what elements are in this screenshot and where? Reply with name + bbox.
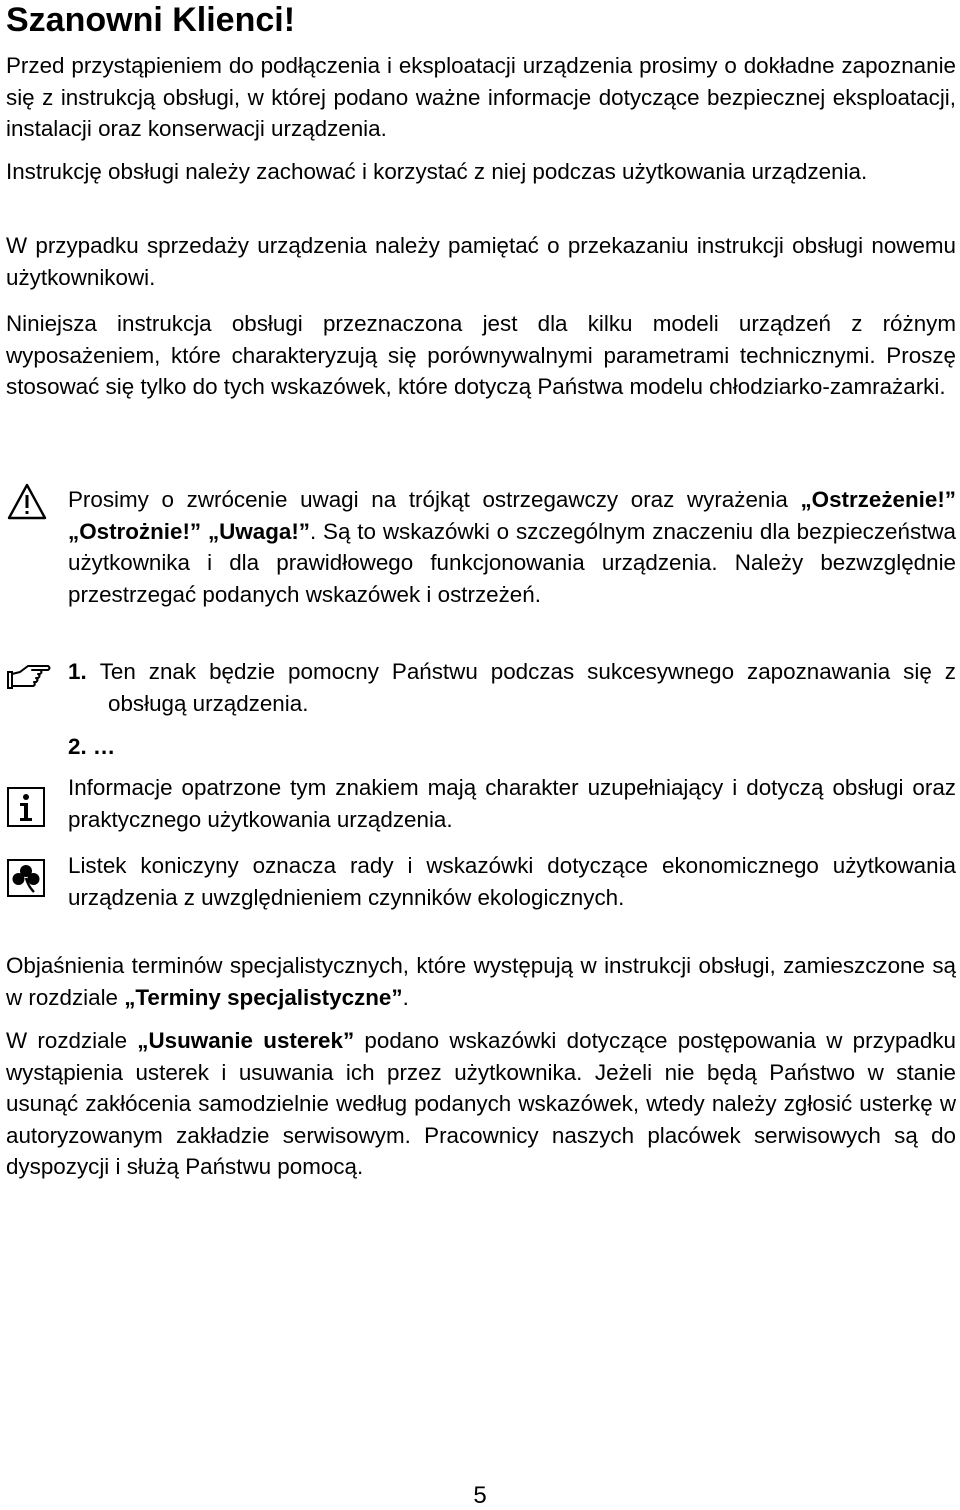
- intro-paragraph: Przed przystąpieniem do podłączenia i eksploatacji urządzenia prosimy o dokładne zapoznanie się z instrukcją obsługi, w której podano ważne informacje dotyczące bezpiecznej eksploatacji, instalacji oraz konserwacji urządzenia.: [6, 53, 956, 141]
- term-uwaga: „Uwaga!”: [207, 518, 310, 544]
- step-1-number: 1.: [68, 659, 87, 684]
- term-ostrzezenie: „Ostrzeżenie!”: [800, 487, 956, 512]
- warning-triangle-icon: [6, 482, 48, 527]
- keep-manual-paragraph: Instrukcję obsługi należy zachować i korzystać z niej podczas użytkowania urządzenia.: [6, 159, 868, 184]
- eco-notice: Listek koniczyny oznacza rady i wskazówki dotyczące ekonomicznego użytkowania urządzenia z uwzględnieniem czynników ekologicznych.: [68, 853, 956, 910]
- troubleshoot-tail: podano wskazówki dotyczące postępowania w przypadku wystąpienia usterek i usuwania ich przez użytkownika. Jeżeli nie będą Państwo w stanie usunąć zakłócenia samodzielnie według podanych wskazówek, wtedy należy zgłosić usterkę w autoryzowanym zakładzie serwisowym. Pracownicy naszych placówek serwisowych są do dyspozycji i służą Państwu pomocą.: [6, 1028, 956, 1179]
- troubleshooting-paragraph: [6, 1025, 956, 1183]
- clover-leaf-icon: [6, 858, 46, 903]
- pointing-hand-icon: [6, 662, 52, 697]
- troubleshoot-chapter-link: „Usuwanie usterek”: [137, 1028, 355, 1053]
- troubleshoot-lead: W rozdziale: [6, 1028, 138, 1053]
- terms-lead: Objaśnienia terminów specjalistycznych, które występują w instrukcji obsługi, zamieszczone są w rozdziale: [6, 953, 956, 1010]
- warning-notice: [68, 484, 956, 610]
- info-icon: [6, 786, 46, 833]
- steps-notice: [68, 656, 956, 763]
- page-number: 5: [473, 1482, 487, 1509]
- sale-note-paragraph: W przypadku sprzedaży urządzenia należy pamiętać o przekazaniu instrukcji obsługi nowemu użytkownikowi.: [6, 233, 956, 290]
- info-notice: Informacje opatrzone tym znakiem mają charakter uzupełniający i dotyczą obsługi oraz praktycznego użytkowania urządzenia.: [68, 775, 956, 832]
- terms-chapter-link: „Terminy specjalistyczne”: [124, 984, 403, 1010]
- models-note-paragraph: Niniejsza instrukcja obsługi przeznaczona jest dla kilku modeli urządzeń z różnym wyposażeniem, które charakteryzują się porównywalnymi parametrami technicznymi. Proszę stosować się tylko do tych wskazówek, które dotyczą Państwa modelu chłodziarko-zamrażarki.: [6, 311, 956, 399]
- terms-tail: .: [402, 984, 409, 1010]
- term-ostroznie: „Ostrożnie!”: [68, 518, 202, 544]
- page-title: Szanowni Klienci!: [6, 1, 296, 39]
- warning-tail: . Są to wskazówki o szczególnym znaczeniu dla bezpieczeństwa użytkownika i dla prawidłowego funkcjonowania urządzenia. Należy bezwzględnie przestrzegać podanych wskazówek i ostrzeżeń.: [68, 518, 956, 607]
- step-1-text: Ten znak będzie pomocny Państwu podczas sukcesywnego zapoznawania się z obsługą urządzenia.: [99, 659, 956, 716]
- warning-lead: Prosimy o zwrócenie uwagi na trójkąt ostrzegawczy oraz wyrażenia: [68, 487, 801, 512]
- step-2: 2. …: [68, 734, 116, 759]
- step-1: [68, 656, 956, 719]
- terms-paragraph: [6, 950, 956, 1013]
